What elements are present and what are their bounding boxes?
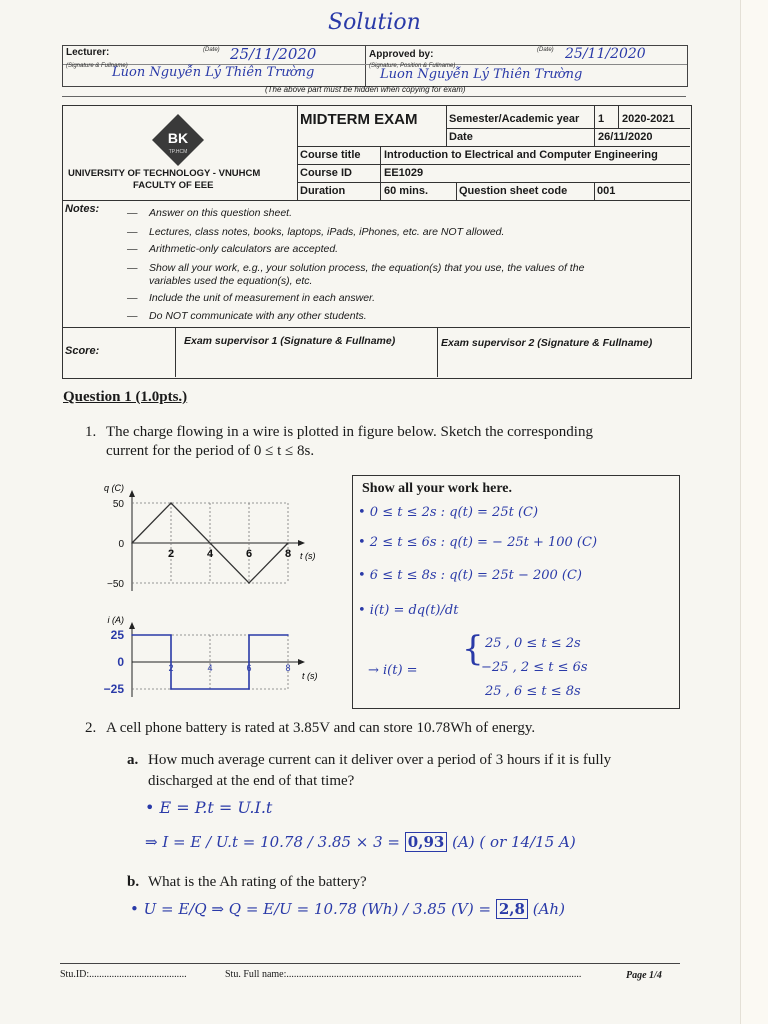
- sheet-code-value: 001: [597, 185, 616, 197]
- x-tick-label: 4: [207, 663, 213, 673]
- x-tick-label: 6: [245, 548, 253, 560]
- signature-label: (Signature & Fullname): [66, 63, 128, 69]
- page-edge: [740, 0, 768, 1024]
- note-item: — Arithmetic-only calculators are accepted.: [127, 243, 339, 255]
- faculty-name: FACULTY OF EEE: [133, 180, 214, 191]
- note-item: — Lectures, class notes, books, laptops, iPads, iPhones, etc. are NOT allowed.: [127, 226, 505, 238]
- date-value: 26/11/2020: [598, 131, 653, 143]
- x-tick-label: 2: [168, 663, 174, 673]
- x-tick-label: 8: [285, 663, 291, 673]
- x-tick-label: 4: [206, 548, 214, 560]
- piecewise-row: 25 , 6 ≤ t ≤ 8s: [485, 684, 581, 699]
- y-tick-label: 0: [118, 539, 124, 550]
- pa-label: a.: [127, 752, 139, 768]
- header-divider: [62, 96, 686, 97]
- p1-text-line2: current for the period of 0 ≤ t ≤ 8s.: [106, 443, 315, 459]
- work-line: • i(t) = dq(t)/dt: [358, 603, 459, 618]
- y-tick-label: 50: [112, 499, 124, 510]
- p1-text-line1: The charge flowing in a wire is plotted in figure below. Sketch the corresponding: [106, 424, 593, 440]
- student-id: Stu.ID:.......................................: [60, 969, 187, 980]
- data-point: [170, 688, 172, 690]
- y-axis-label: q (C): [104, 483, 124, 493]
- exam-title: MIDTERM EXAM: [300, 111, 418, 128]
- work-box-title: Show all your work here.: [362, 481, 512, 496]
- x-axis-arrow: [298, 540, 305, 546]
- note-item: — Show all your work, e.g., your solution process, the equation(s) that you use, the values of the: [127, 262, 585, 274]
- footer-divider: [60, 963, 680, 964]
- approved-date-tag: (Date): [537, 47, 554, 53]
- data-point: [248, 582, 250, 584]
- duration-label: Duration: [300, 185, 346, 197]
- piecewise-row: 25 , 0 ≤ t ≤ 2s: [485, 636, 581, 651]
- duration-value: 60 mins.: [384, 185, 429, 197]
- hidden-note: (The above part must be hidden when copying for exam): [265, 85, 466, 94]
- university-name: UNIVERSITY OF TECHNOLOGY - VNUHCM: [68, 168, 261, 179]
- current-plot: [60, 605, 340, 705]
- course-id-value: EE1029: [384, 167, 424, 179]
- data-point: [131, 542, 133, 544]
- score-label: Score:: [65, 345, 100, 357]
- y-axis-arrow: [129, 622, 135, 629]
- pa-text-line2: discharged at the end of that time?: [148, 773, 355, 789]
- year-value: 2020-2021: [622, 113, 675, 125]
- approved-signature: Luon Nguyễn Lý Thiên Trường: [380, 67, 583, 82]
- lecturer-date: 25/11/2020: [230, 45, 317, 63]
- x-tick-label: 2: [167, 548, 175, 560]
- work-line: • 6 ≤ t ≤ 8s : q(t) = 25t − 200 (C): [358, 568, 583, 583]
- data-point: [248, 688, 250, 690]
- note-item: — Answer on this question sheet.: [127, 207, 293, 219]
- student-name: Stu. Full name:......................................................................................................................: [225, 969, 582, 980]
- p2-number: 2.: [85, 720, 97, 736]
- note-item: — Include the unit of measurement in each answer.: [127, 292, 376, 304]
- logo-sub: TP.HCM: [168, 149, 188, 155]
- lecturer-signature: Luon Nguyễn Lý Thiên Trường: [112, 65, 315, 80]
- p1-number: 1.: [85, 424, 97, 440]
- question1-title: Question 1 (1.0pts.): [63, 389, 188, 405]
- charge-plot: [60, 470, 340, 610]
- pb-answer-box: 2,8: [496, 899, 528, 919]
- pa-work-line1: • E = P.t = U.I.t: [145, 798, 273, 817]
- approved-label: Approved by:: [369, 49, 434, 60]
- approved-signature-label: (Signature, Position & Fullname): [369, 63, 456, 69]
- note-item-continued: variables used the equation(s), etc.: [149, 275, 313, 287]
- y-tick-label: 25: [110, 628, 124, 642]
- course-title-value: Introduction to Electrical and Computer Engineering: [384, 149, 658, 161]
- course-title-label: Course title: [300, 149, 361, 161]
- y-tick-label: −50: [107, 579, 124, 590]
- pb-work-line: • U = E/Q ⇒ Q = E/U = 10.78 (Wh) / 3.85 (V) = 2,8 (Ah): [130, 900, 565, 918]
- data-point: [170, 634, 172, 636]
- note-item: — Do NOT communicate with any other students.: [127, 310, 367, 322]
- piecewise-brace: {: [462, 629, 484, 669]
- lecturer-date-tag: (Date): [203, 47, 220, 53]
- pa-answer-box: 0,93: [405, 832, 448, 852]
- semester-value: 1: [598, 113, 605, 125]
- data-point: [248, 634, 250, 636]
- y-axis-arrow: [129, 490, 135, 497]
- pa-work-line2: ⇒ I = E / U.t = 10.78 / 3.85 × 3 = 0,93 (A) ( or 14/15 A): [145, 833, 576, 851]
- x-axis-label: t (s): [300, 551, 316, 561]
- p2-text: A cell phone battery is rated at 3.85V and can store 10.78Wh of energy.: [106, 720, 536, 736]
- x-tick-label: 8: [284, 548, 292, 560]
- lecturer-label: Lecturer:: [66, 47, 110, 58]
- pb-text: What is the Ah rating of the battery?: [148, 874, 367, 890]
- y-tick-label: 0: [117, 655, 124, 669]
- piecewise-lhs: → i(t) =: [368, 663, 418, 678]
- data-point: [170, 502, 172, 504]
- pa-text-line1: How much average current can it deliver over a period of 3 hours if it is fully: [148, 752, 612, 768]
- semester-label: Semester/Academic year: [449, 113, 580, 125]
- sheet-code-label: Question sheet code: [459, 185, 568, 197]
- notes-label: Notes:: [65, 203, 100, 215]
- x-axis-arrow: [298, 659, 305, 665]
- work-line: • 0 ≤ t ≤ 2s : q(t) = 25t (C): [358, 505, 539, 520]
- data-point: [131, 634, 133, 636]
- data-point: [287, 542, 289, 544]
- x-tick-label: 6: [246, 663, 252, 673]
- piecewise-row: −25 , 2 ≤ t ≤ 6s: [481, 660, 588, 675]
- supervisor1-label: Exam supervisor 1 (Signature & Fullname): [184, 335, 396, 347]
- supervisor2-label: Exam supervisor 2 (Signature & Fullname): [441, 337, 653, 349]
- solution-mark: Solution: [328, 10, 421, 35]
- y-tick-label: −25: [103, 682, 124, 696]
- university-logo: [150, 112, 206, 168]
- page-number: Page 1/4: [626, 970, 662, 981]
- x-axis-label: t (s): [302, 671, 318, 681]
- course-id-label: Course ID: [300, 167, 352, 179]
- data-point: [287, 634, 289, 636]
- y-axis-label: i (A): [107, 615, 124, 625]
- date-label: Date: [449, 131, 473, 143]
- pb-label: b.: [127, 874, 140, 890]
- approved-date: 25/11/2020: [565, 46, 646, 62]
- work-line: • 2 ≤ t ≤ 6s : q(t) = − 25t + 100 (C): [358, 535, 598, 550]
- logo-text: BK: [167, 130, 189, 146]
